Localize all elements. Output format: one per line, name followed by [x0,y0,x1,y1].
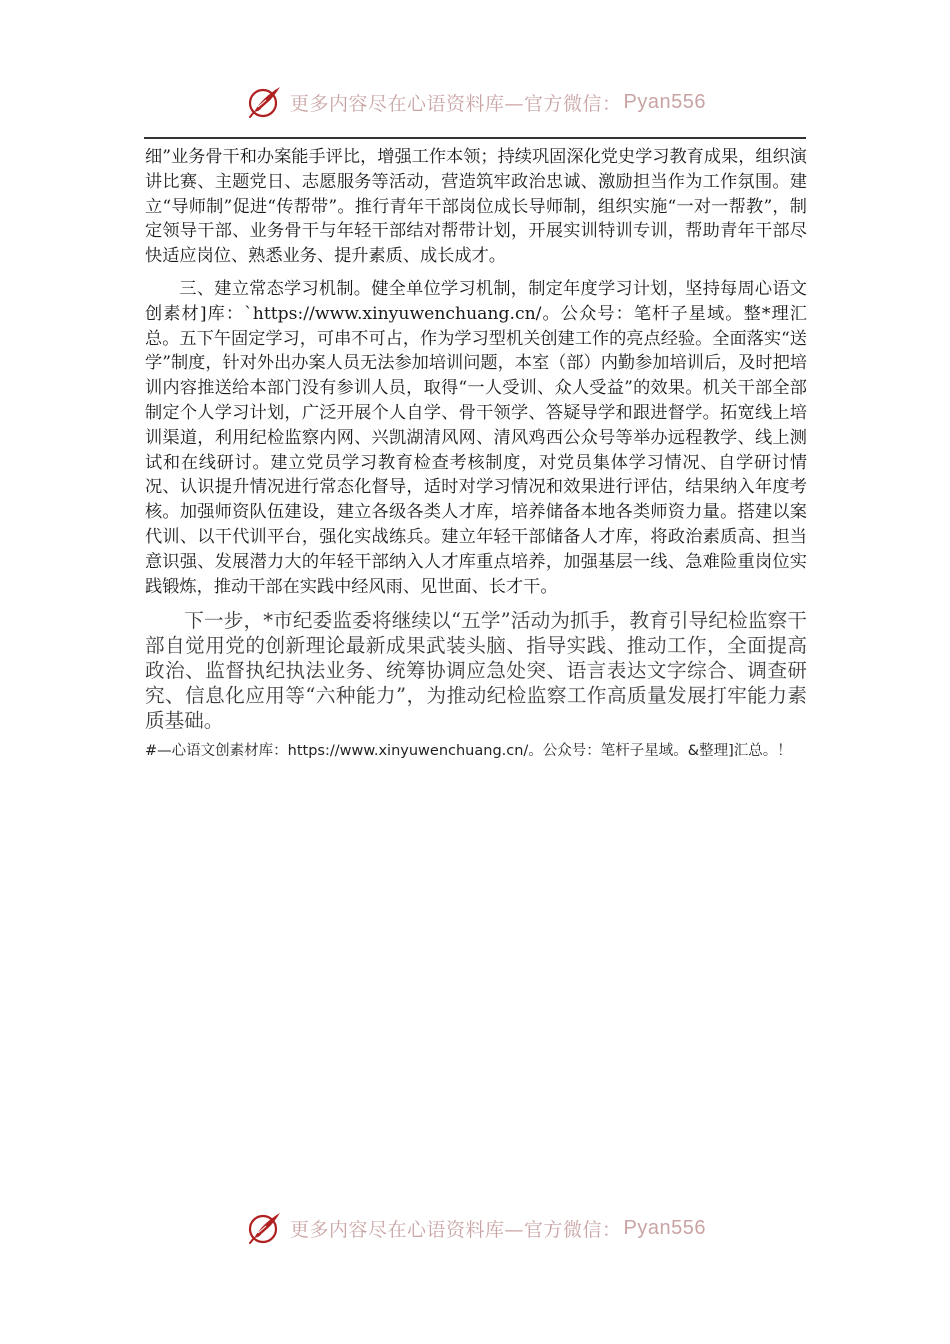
paragraph-continuation: 细”业务骨干和办案能手评比，增强工作本领；持续巩固深化党史学习教育成果，组织演讲比赛、主题党日、志愿服务等活动，营造筑牢政治忠诚、激励担当作为工作氛围。建立“导师制”促进“传帮带”。推行青年干部岗位成长导师制，组织实施“一对一帮教”，制定领导干部、业务骨干与年轻干部结对帮带计划，开展实训特训专训，帮助青年干部尽快适应岗位、熟悉业务、提升素质、成长成才。 [145,147,807,267]
footer-banner [0,1208,950,1248]
footer-banner-wechat-id: Pyan556 [623,1216,706,1239]
footer-banner-text: 更多内容尽在心语资料库—官方微信： [290,1218,622,1241]
header-banner-content [244,82,706,122]
header-banner-wechat-id: Pyan556 [623,90,706,113]
footer-banner-content [244,1208,706,1248]
header-banner [0,82,950,122]
paragraph-next-step: 下一步，*市纪委监委将继续以“五学”活动为抓手，教育引导纪检监察干部自觉用党的创新理论最新成果武装头脑、指导实践、推动工作，全面提高政治、监督执纪执法业务、统筹协调应急处突、语言表达文字综合、调查研究、信息化应用等“六种能力”，为推动纪检监察工作高质量发展打牢能力素质基础。 [145,609,807,733]
feather-pen-logo-icon [244,82,284,122]
source-footnote: #—心语文创素材库：https://www.xinyuwenchuang.cn/。公众号：笔杆子星域。&整理]汇总。！ [145,743,792,760]
paragraph-section-three: 三、建立常态学习机制。健全单位学习机制，制定年度学习计划，坚持每周心语文创素材]库：`https://www.xinyuwenchuang.cn/。公众号：笔杆子星域。整*理汇总。五下午固定学习，可串不可占，作为学习型机关创建工作的亮点经验。全面落实“送学”制度，针对外出办案人员无法参加培训问题，本室（部）内勤参加培训后，及时把培训内容推送给本部门没有参训人员，取得“一人受训、众人受益”的效果。机关干部全部制定个人学习计划，广泛开展个人自学、骨干领学、答疑导学和跟进督学。拓宽线上培训渠道，利用纪检监察内网、兴凯湖清风网、清风鸡西公众号等举办远程教学、线上测试和在线研讨。建立党员学习教育检查考核制度，对党员集体学习情况、自学研讨情况、认识提升情况进行常态化督导，适时对学习情况和效果进行评估，结果纳入年度考核。加强师资队伍建设，建立各级各类人才库，培养储备本地各类师资力量。搭建以案代训、以干代训平台，强化实战练兵。建立年轻干部储备人才库，将政治素质高、担当意识强、发展潜力大的年轻干部纳入人才库重点培养，加强基层一线、急难险重岗位实践锻炼，推动干部在实践中经风雨、见世面、长才干。 [145,278,807,597]
document-body [145,145,807,764]
header-divider [144,137,806,139]
feather-pen-logo-icon [244,1208,284,1248]
header-banner-text: 更多内容尽在心语资料库—官方微信： [290,92,622,115]
